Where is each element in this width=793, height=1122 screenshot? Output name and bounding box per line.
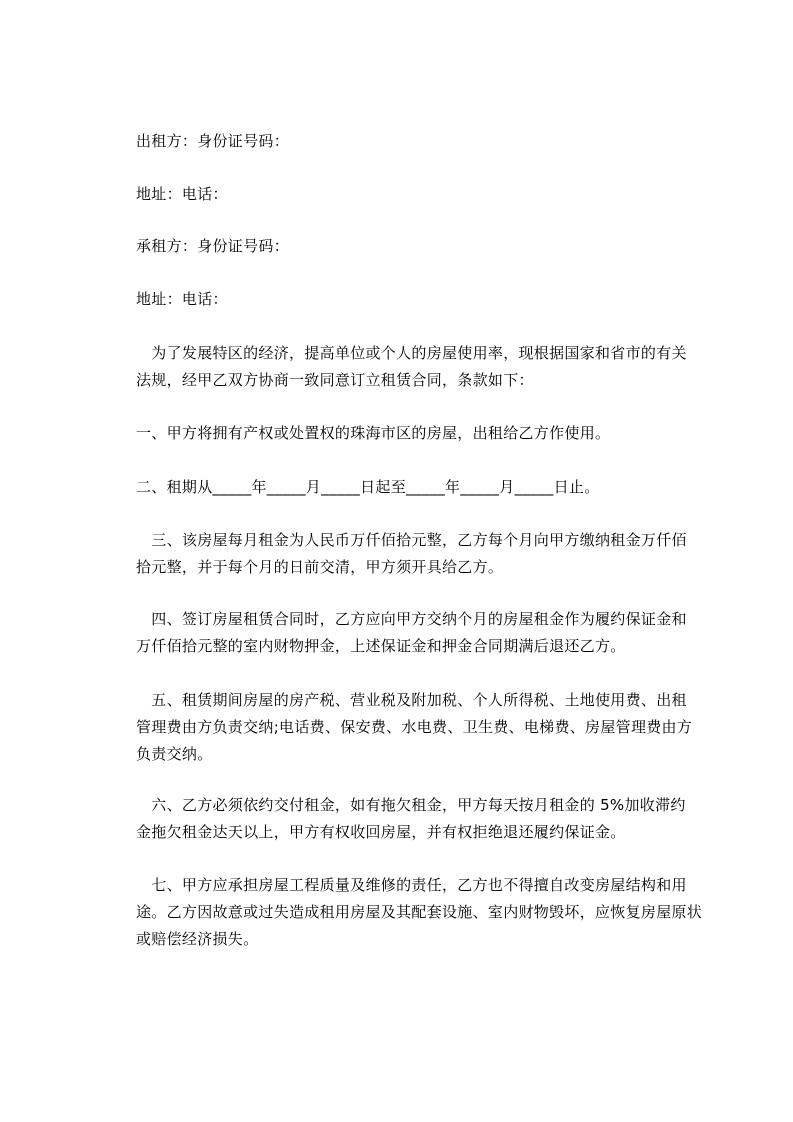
preamble-line-1: 为了发展特区的经济，提高单位或个人的房屋使用率，现根据国家和省市的有关	[136, 344, 687, 362]
clause-1-line-1: 一、甲方将拥有产权或处置权的珠海市区的房屋，出租给乙方作使用。	[136, 424, 611, 442]
clause-4-line-1: 四、签订房屋租赁合同时，乙方应向甲方交纳个月的房屋租金作为履约保证金和	[136, 610, 687, 628]
preamble-paragraph	[136, 340, 702, 394]
lessor-line	[136, 128, 702, 155]
clause-6-line-1: 六、乙方必须依约交付租金，如有拖欠租金，甲方每天按月租金的 5%加收滞约	[136, 796, 686, 814]
lessor-text: 出租方：身份证号码：	[136, 132, 290, 150]
lessee-address-text: 地址：电话：	[136, 290, 228, 308]
lessee-line	[136, 233, 702, 260]
lessee-address-line	[136, 286, 702, 313]
clause-2-line-1: 二、租期从_____年_____月_____日起至_____年_____月_____日止。	[136, 478, 600, 496]
clause-5	[136, 687, 702, 768]
clause-3-line-2: 拾元整，并于每个月的日前交清，甲方须开具给乙方。	[136, 558, 504, 576]
clause-5-line-3: 负责交纳。	[136, 745, 213, 763]
clause-4-line-2: 万仟佰拾元整的室内财物押金，上述保证金和押金合同期满后退还乙方。	[136, 637, 626, 655]
clause-6	[136, 792, 702, 846]
lessor-address-line	[136, 181, 702, 208]
clause-6-line-2: 金拖欠租金达天以上，甲方有权收回房屋，并有权拒绝退还履约保证金。	[136, 823, 626, 841]
preamble-line-2: 法规，经甲乙双方协商一致同意订立租赁合同，条款如下：	[136, 371, 534, 389]
clause-1	[136, 420, 702, 447]
clause-7-line-3: 或赔偿经济损失。	[136, 930, 259, 948]
clause-4	[136, 606, 702, 660]
lessor-address-text: 地址：电话：	[136, 185, 228, 203]
clause-7	[136, 872, 702, 953]
clause-7-line-2: 途。乙方因故意或过失造成租用房屋及其配套设施、室内财物毁坏，应恢复房屋原状	[136, 903, 703, 921]
clause-5-line-1: 五、租赁期间房屋的房产税、营业税及附加税、个人所得税、土地使用费、出租	[136, 691, 687, 709]
clause-5-line-2: 管理费由方负责交纳;电话费、保安费、水电费、卫生费、电梯费、房屋管理费由方	[136, 718, 693, 736]
clause-7-line-1: 七、甲方应承担房屋工程质量及维修的责任，乙方也不得擅自改变房屋结构和用	[136, 876, 687, 894]
clause-2	[136, 474, 702, 501]
lessee-text: 承租方：身份证号码：	[136, 237, 290, 255]
clause-3	[136, 527, 702, 581]
clause-3-line-1: 三、该房屋每月租金为人民币万仟佰拾元整，乙方每个月向甲方缴纳租金万仟佰	[136, 531, 687, 549]
